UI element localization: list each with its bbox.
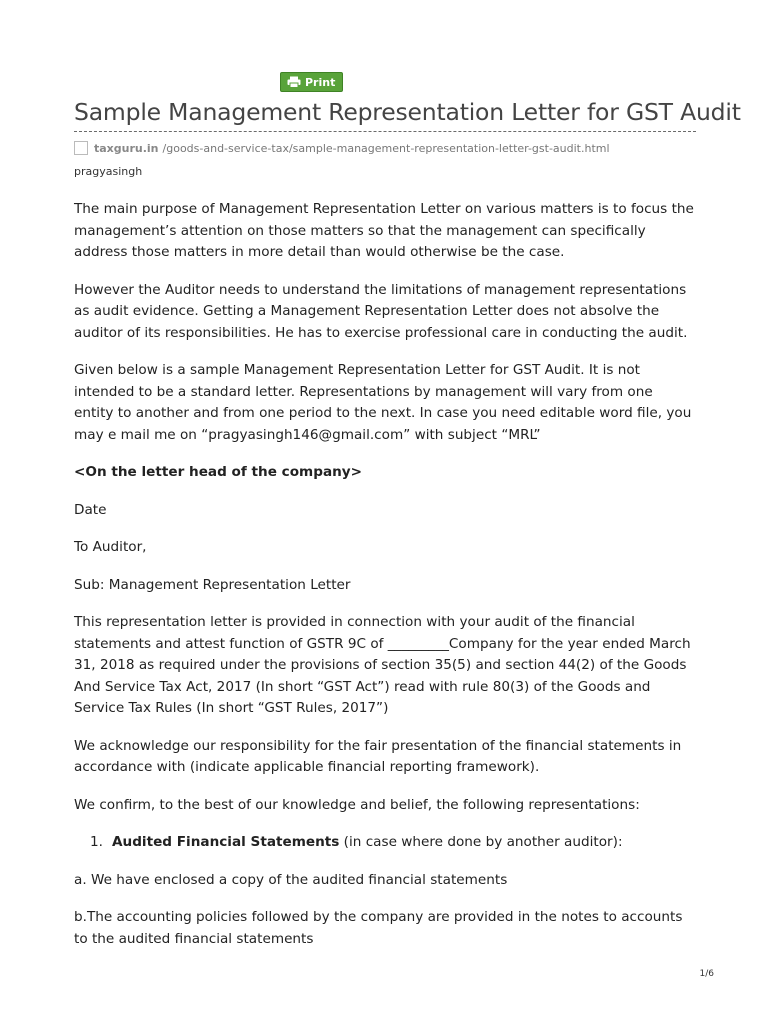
letter-date: Date — [74, 501, 107, 518]
print-button[interactable] — [280, 72, 343, 92]
printer-icon — [287, 76, 301, 88]
paragraph: a. We have enclosed a copy of the audited financial statements — [74, 871, 508, 888]
letter-subject: Sub: Management Representation Letter — [74, 576, 351, 593]
page-number: 1/6 — [699, 969, 714, 979]
letterhead-note: <On the letter head of the company> — [74, 464, 363, 480]
title-divider — [74, 131, 696, 132]
print-button-label: Print — [305, 75, 336, 89]
paragraph: The main purpose of Management Representation Letter on various matters is to focus the management’s attention on those matters so that the management can specifically address those matters in more detail than would otherwise be the case. — [74, 201, 694, 260]
list-heading-note: (in case where done by another auditor): — [339, 834, 623, 850]
source-domain: taxguru.in — [94, 141, 159, 155]
article-body — [74, 199, 696, 966]
source-path: /goods-and-service-tax/sample-management-representation-letter-gst-audit.html — [162, 141, 610, 155]
paragraph: b.The accounting policies followed by the company are provided in the notes to accounts to the audited financial statements — [74, 909, 683, 947]
article-title: Sample Management Representation Letter for GST Audit — [74, 98, 741, 126]
list-item — [74, 832, 696, 854]
list-heading: Audited Financial Statements — [112, 834, 340, 850]
author-name: pragyasingh — [74, 165, 143, 178]
list-text — [112, 832, 623, 854]
paragraph: We acknowledge our responsibility for the fair presentation of the financial statements in accordance with (indicate applicable financial reporting framework). — [74, 737, 682, 775]
paragraph: Given below is a sample Management Representation Letter for GST Audit. It is not intended to be a standard letter. Representations by management will vary from one entity to another and from one period to the next. In case you need editable word file, you may e mail me on “pragyasingh146@gmail.com” with subject “MRL” — [74, 362, 692, 443]
favicon-icon — [74, 141, 88, 155]
print-toolbar — [280, 72, 343, 92]
letter-salutation: To Auditor, — [74, 539, 147, 555]
paragraph: This representation letter is provided in connection with your audit of the financial statements and attest function of GSTR 9C of _________Company for the year ended March 31, 2018 as required under the provisions of section 35(5) and section 44(2) of the Goods And Service Tax Act, 2017 (In short “GST Act”) read with rule 80(3) of the Goods and Service Tax Rules (In short “GST Rules, 2017”) — [74, 614, 691, 716]
source-url[interactable] — [74, 138, 610, 158]
paragraph: We confirm, to the best of our knowledge and belief, the following representations: — [74, 796, 640, 813]
list-number: 1. — [90, 834, 103, 850]
paragraph: However the Auditor needs to understand the limitations of management representations as audit evidence. Getting a Management Representation Letter does not absolve the auditor of its responsibilities. He has to exercise professional care in conducting the audit. — [74, 281, 688, 341]
